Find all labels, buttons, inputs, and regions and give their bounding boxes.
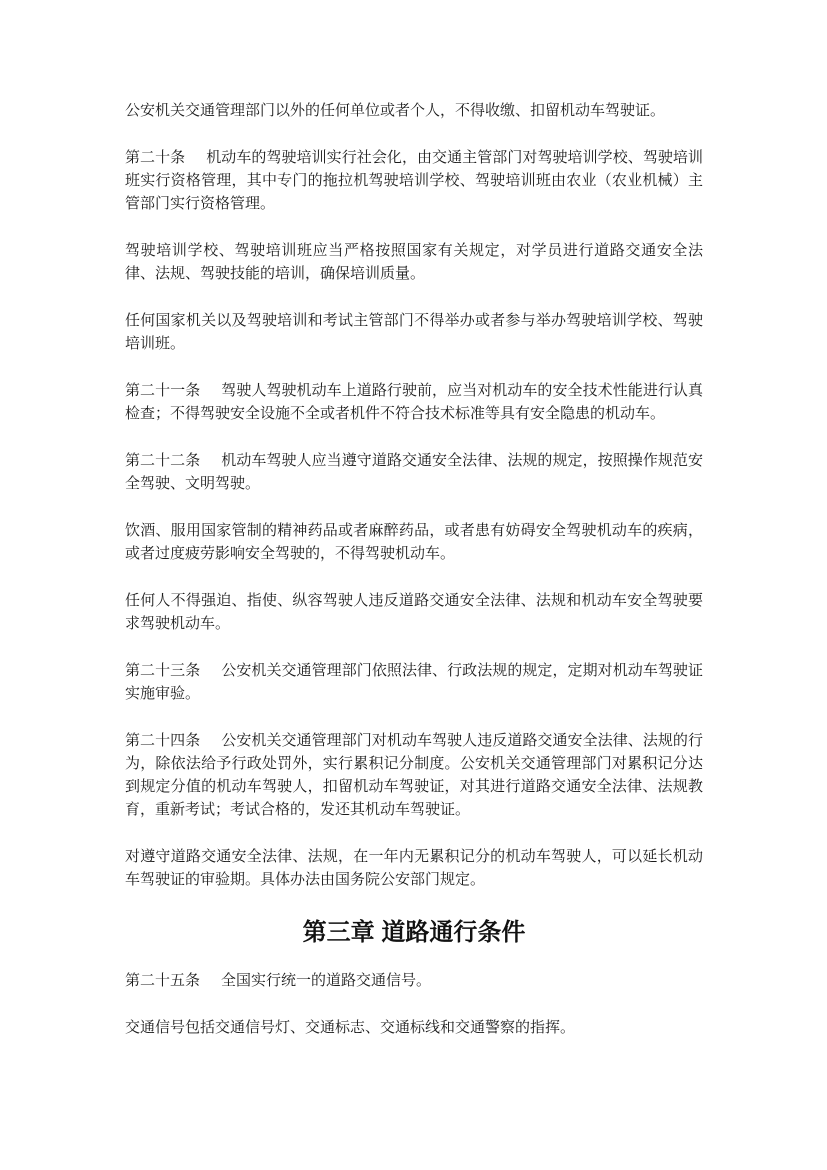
article-paragraph <box>125 970 703 993</box>
paragraph: 饮酒、服用国家管制的精神药品或者麻醉药品，或者患有妨碍安全驾驶机动车的疾病，或者过度疲劳影响安全驾驶的，不得驾驶机动车。 <box>125 523 703 562</box>
paragraph: 任何人不得强迫、指使、纵容驾驶人违反道路交通安全法律、法规和机动车安全驾驶要求驾驶机动车。 <box>125 593 703 632</box>
article-paragraph <box>125 730 703 822</box>
article-paragraph <box>125 147 703 216</box>
paragraph: 交通信号包括交通信号灯、交通标志、交通标线和交通警察的指挥。 <box>125 1020 576 1036</box>
article-number: 第二十二条 <box>125 453 201 469</box>
article-number: 第二十五条 <box>125 973 201 989</box>
article-text: 驾驶人驾驶机动车上道路行驶前，应当对机动车的安全技术性能进行认真检查；不得驾驶安全设施不全或者机件不符合技术标准等具有安全隐患的机动车。 <box>125 383 703 422</box>
article-text: 机动车的驾驶培训实行社会化，由交通主管部门对驾驶培训学校、驾驶培训班实行资格管理，其中专门的拖拉机驾驶培训学校、驾驶培训班由农业（农业机械）主管部门实行资格管理。 <box>125 150 703 212</box>
article-number: 第二十三条 <box>125 663 201 679</box>
article-text: 公安机关交通管理部门依照法律、行政法规的规定，定期对机动车驾驶证实施审验。 <box>125 663 703 702</box>
article-paragraph <box>125 660 703 706</box>
article-paragraph <box>125 450 703 496</box>
paragraph: 公安机关交通管理部门以外的任何单位或者个人，不得收缴、扣留机动车驾驶证。 <box>125 103 666 119</box>
article-text: 公安机关交通管理部门对机动车驾驶人违反道路交通安全法律、法规的行为，除依法给予行政处罚外，实行累积记分制度。公安机关交通管理部门对累积记分达到规定分值的机动车驾驶人，扣留机动车驾驶证，对其进行道路交通安全法律、法规教育，重新考试；考试合格的，发还其机动车驾驶证。 <box>125 733 703 818</box>
article-number: 第二十条 <box>125 150 186 166</box>
article-number: 第二十一条 <box>125 383 201 399</box>
article-number: 第二十四条 <box>125 733 201 749</box>
article-text: 机动车驾驶人应当遵守道路交通安全法律、法规的规定，按照操作规范安全驾驶、文明驾驶。 <box>125 453 703 492</box>
article-text: 全国实行统一的道路交通信号。 <box>221 973 432 989</box>
paragraph: 任何国家机关以及驾驶培训和考试主管部门不得举办或者参与举办驾驶培训学校、驾驶培训班。 <box>125 313 703 352</box>
paragraph: 对遵守道路交通安全法律、法规，在一年内无累积记分的机动车驾驶人，可以延长机动车驾驶证的审验期。具体办法由国务院公安部门规定。 <box>125 849 703 888</box>
paragraph: 驾驶培训学校、驾驶培训班应当严格按照国家有关规定，对学员进行道路交通安全法律、法规、驾驶技能的培训，确保培训质量。 <box>125 243 703 282</box>
article-paragraph <box>125 380 703 426</box>
chapter-heading: 第三章 道路通行条件 <box>302 919 526 946</box>
